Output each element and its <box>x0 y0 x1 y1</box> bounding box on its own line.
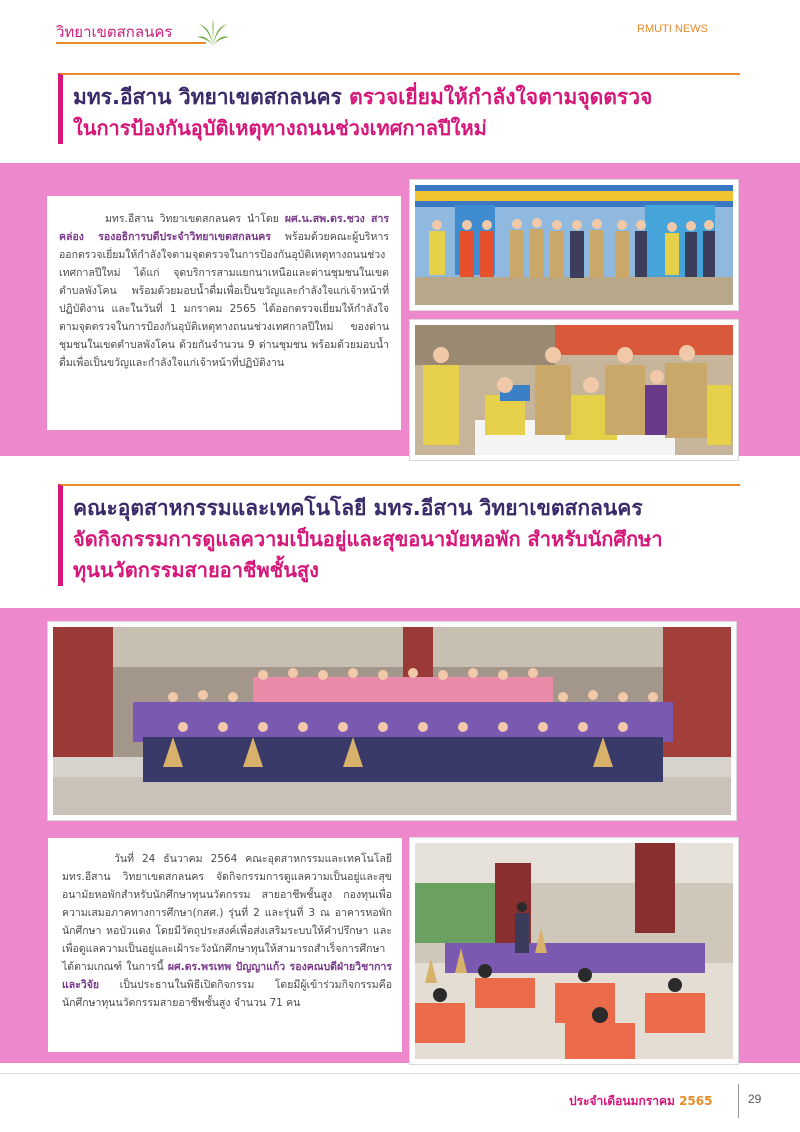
footer-separator <box>738 1084 739 1118</box>
article1-title-dark: มทร.อีสาน วิทยาเขตสกลนคร <box>73 85 342 109</box>
article1-body: มทร.อีสาน วิทยาเขตสกลนคร นำโดย ผศ.น.สพ.ดร.ชวง สารคล่อง รองอธิการบดีประจำวิทยาเขตสกลนคร พร้อมด้วยคณะผู้บริหาร ออกตรวจเยี่ยมให้กำลังใจตามจุดตรวจในการป้องกันอุบัติเหตุทางถนนช่วงเทศกาลปีใหม่ ได้แก่ จุดบริการสามแยกนาเหนือและด่านชุมชนในเขตตำบลพังโคน พร้อมด้วยมอบน้ำดื่มเพื่อเป็นขวัญและกำลังใจแก่เจ้าหน้าที่ปฏิบัติงาน และในวันที่ 1 มกราคม 2565 ได้ออกตรวจเยี่ยมให้กำลังใจตามจุดตรวจในการป้องกันอุบัติเหตุทางถนนช่วงเทศกาลปีใหม่ ของด่านชุมชนในเขตตำบลพังโคน ด้วยกันจำนวน 9 ด่านชุมชน พร้อมด้วยมอบน้ำดื่มเพื่อเป็นขวัญและกำลังใจแก่เจ้าหน้าที่ปฏิบัติงาน <box>59 213 390 369</box>
article2-body: วันที่ 24 ธันวาคม 2564 คณะอุตสาหกรรมและเทคโนโลยี มทร.อีสาน วิทยาเขตสกลนคร จัดกิจกรรมการดูแลความเป็นอยู่และสุขอนามัยหอพักสำหรับนักศึกษาทุนนวัตกรรม สายอาชีพชั้นสูง กองทุนเพื่อความเสมอภาคทางการศึกษา(กสศ.) รุ่นที่ 2 และรุ่นที่ 3 ณ อาคารหอพักนักศึกษา หอบัวแดง โดยมีวัตถุประสงค์เพื่อส่งเสริมระบบให้คำปรึกษา และเพื่อดูแลความเป็นอยู่และเฝ้าระวังนักศึกษาทุนให้สามารถสำเร็จการศึกษาได้ตามเกณฑ์ ในการนี้ ผศ.ดร.พรเทพ ปัญญาแก้ว รองคณบดีฝ่ายวิชาการและวิจัย เป็นประธานในพิธีเปิดกิจกรรม โดยมีผู้เข้าร่วมกิจกรรมคือนักศึกษาทุนนวัตกรรมสายอาชีพชั้นสูง จำนวน 71 คน <box>62 853 392 1009</box>
article2-title-line3: ทุนนวัตกรรมสายอาชีพชั้นสูง <box>73 558 319 582</box>
issue-month: ประจำเดือนมกราคม 2565 <box>569 1094 713 1108</box>
magazine-name: RMUTI NEWS <box>637 23 708 35</box>
article2-title-line1: คณะอุตสาหกรรมและเทคโนโลยี มทร.อีสาน วิทยาเขตสกลนคร <box>73 496 643 520</box>
article1-photo-2 <box>410 320 738 460</box>
article2-group-photo <box>48 622 736 820</box>
article1-title-pink: ตรวจเยี่ยมให้กำลังใจตามจุดตรวจ <box>349 85 653 109</box>
article1-photo-1 <box>410 180 738 310</box>
footer-divider <box>0 1073 800 1074</box>
page-number: 29 <box>748 1092 762 1106</box>
article2-headline <box>58 484 740 586</box>
leaf-icon <box>196 18 230 48</box>
section-underline <box>56 42 206 44</box>
article1-title-line2: ในการป้องกันอุบัติเหตุทางถนนช่วงเทศกาลปีใหม่ <box>73 116 487 140</box>
article1-textbox <box>47 196 401 430</box>
article2-title-line2: จัดกิจกรรมการดูแลความเป็นอยู่และสุขอนามัยหอพัก สำหรับนักศึกษา <box>73 527 663 551</box>
article2-textbox <box>48 838 402 1052</box>
article1-headline <box>58 73 740 144</box>
section-title: วิทยาเขตสกลนคร <box>56 23 173 41</box>
article2-photo-2 <box>410 838 738 1064</box>
